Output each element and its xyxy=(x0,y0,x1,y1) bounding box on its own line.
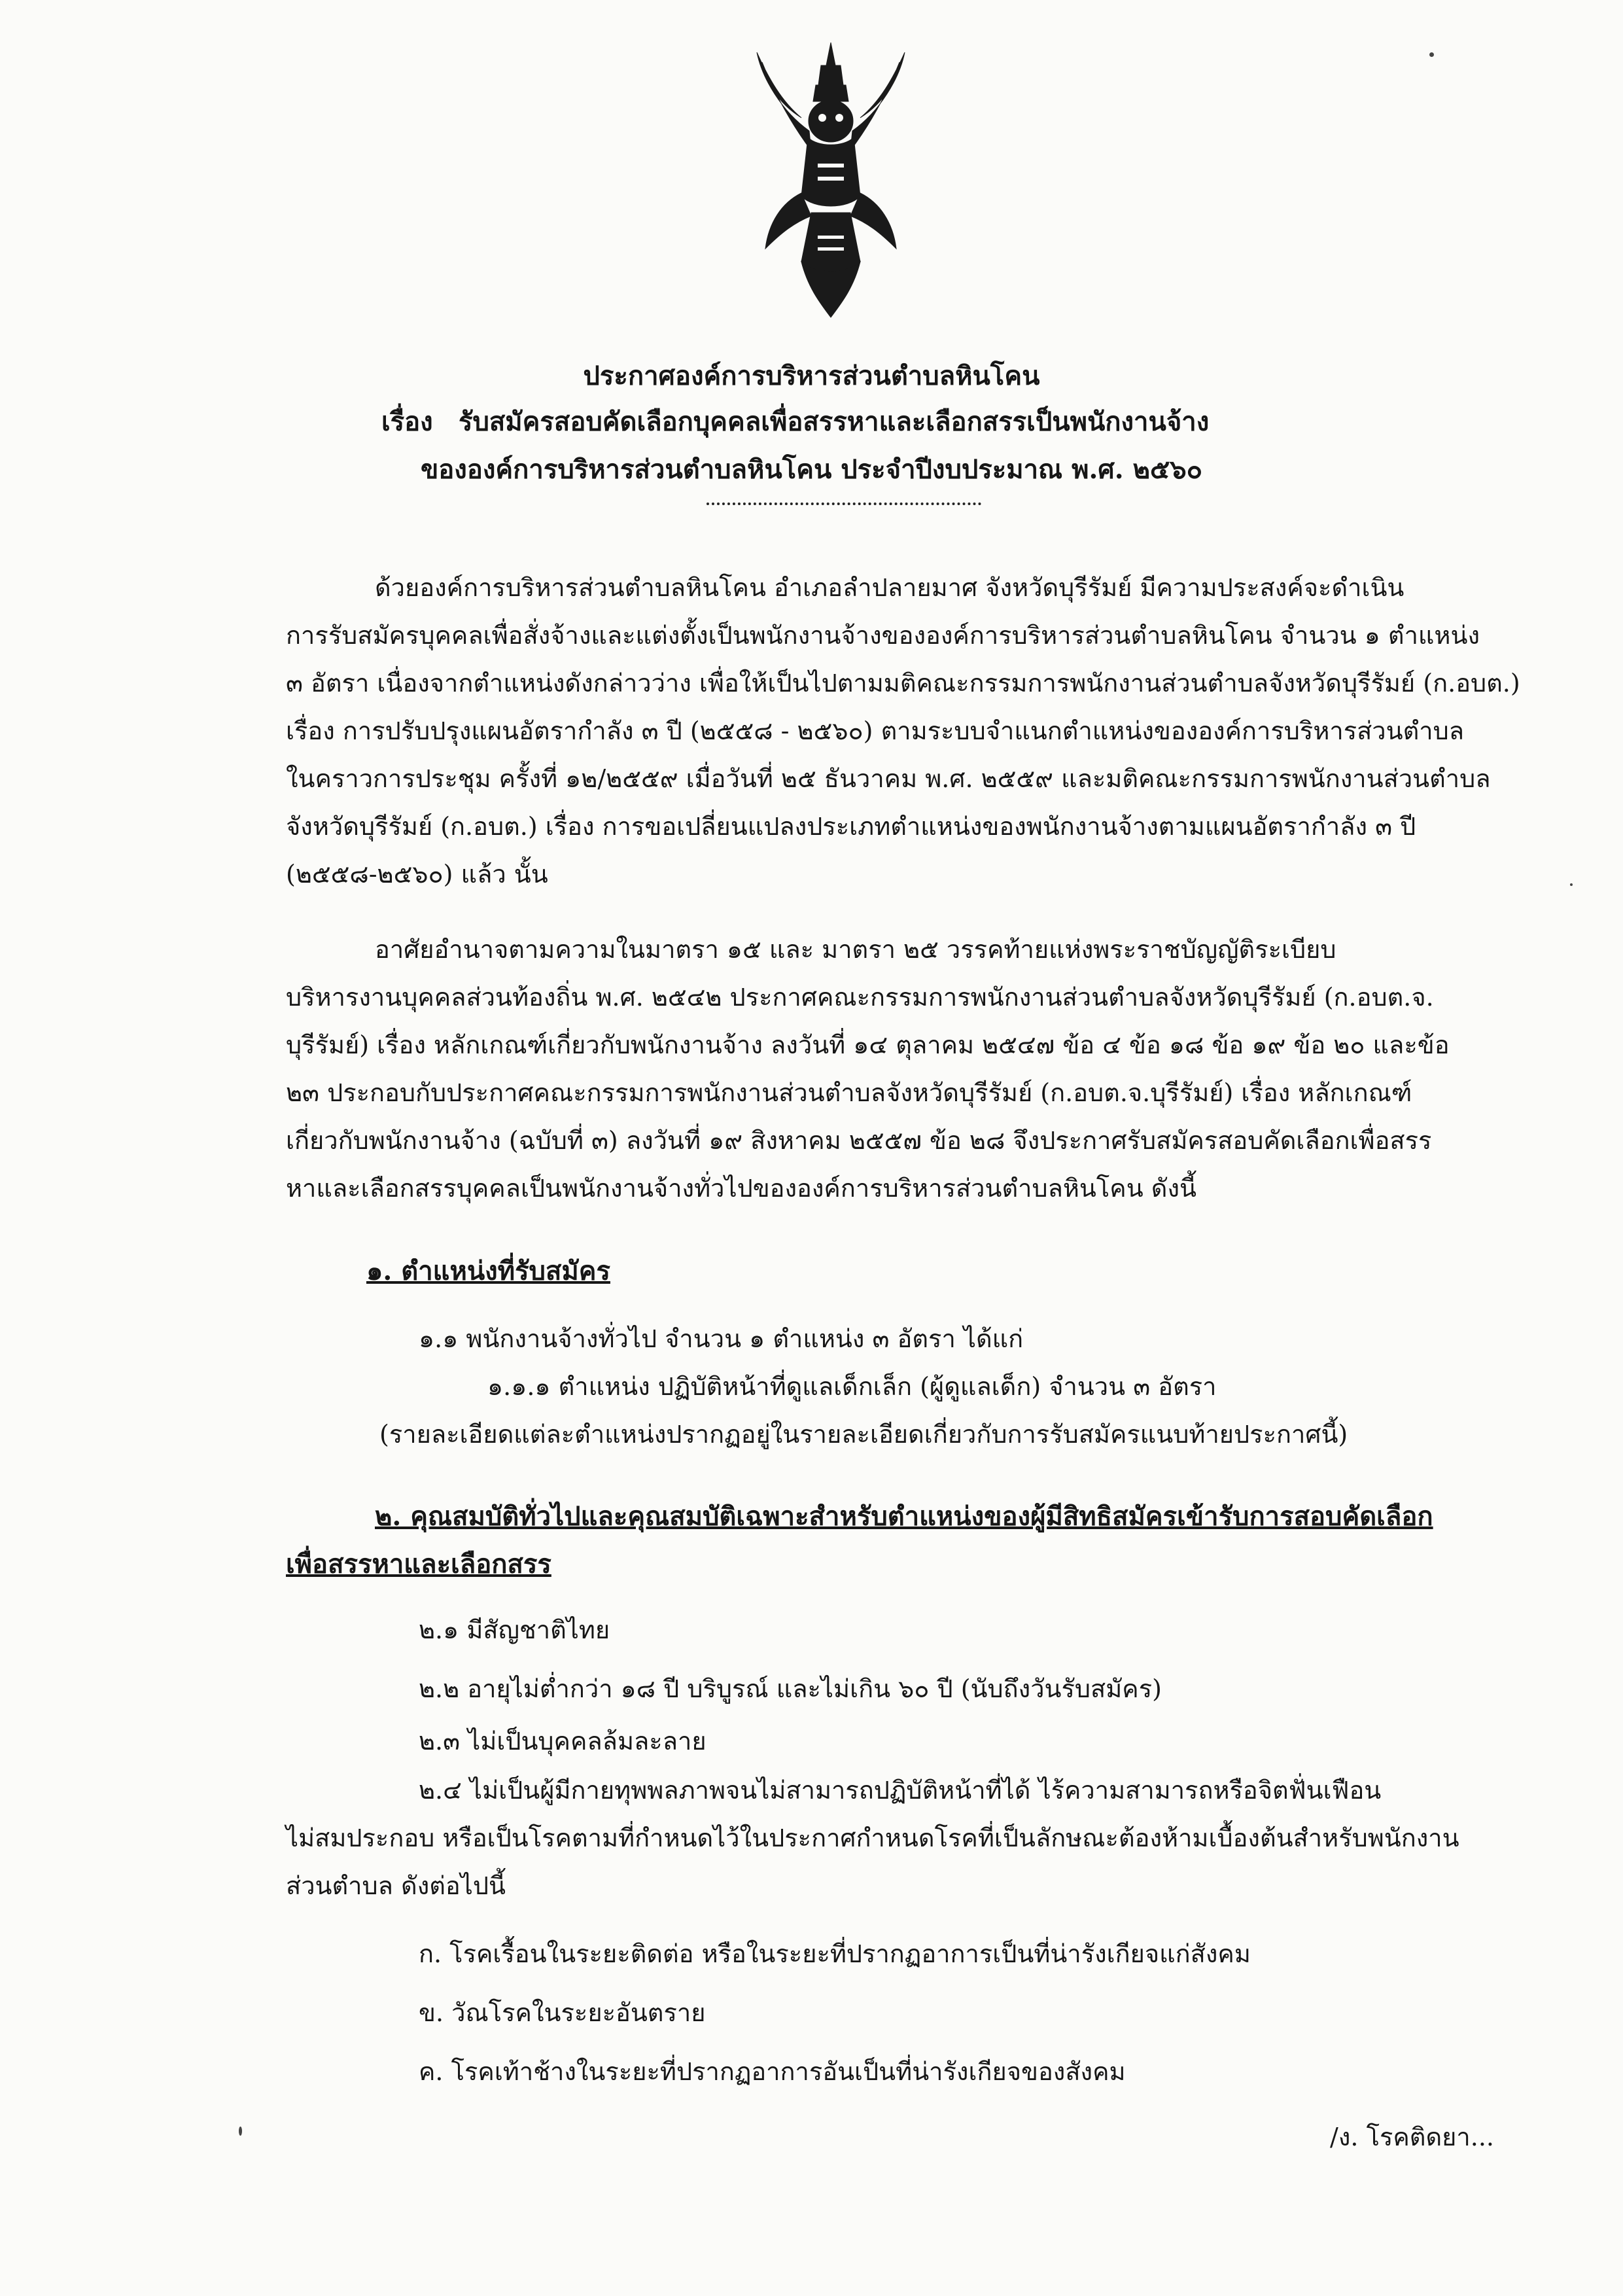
s1-note: (รายละเอียดแต่ละตำแหน่งปรากฏอยู่ในรายละเอียดเกี่ยวกับการรับสมัครแนบท้ายประกาศนี้) xyxy=(379,1420,1348,1449)
para1-line7: (๒๕๕๘-๒๕๖๐) แล้ว นั้น xyxy=(286,860,548,889)
section2-heading-line1: ๒. คุณสมบัติทั่วไปและคุณสมบัติเฉพาะสำหรับตำแหน่งของผู้มีสิทธิสมัครเข้ารับการสอบคัดเลือก xyxy=(375,1501,1433,1532)
subject-text: รับสมัครสอบคัดเลือกบุคคลเพื่อสรรหาและเลือกสรรเป็นพนักงานจ้าง xyxy=(459,406,1210,437)
para2-line3: บุรีรัมย์) เรื่อง หลักเกณฑ์เกี่ยวกับพนักงานจ้าง ลงวันที่ ๑๔ ตุลาคม ๒๕๔๗ ข้อ ๔ ข้อ ๑๘ ข้อ ๑๙ ข้อ ๒๐ และข้อ xyxy=(286,1031,1450,1059)
section1-heading: ๑. ตำแหน่งที่รับสมัคร xyxy=(366,1256,610,1286)
para1-line6: จังหวัดบุรีรัมย์ (ก.อบต.) เรื่อง การขอเปลี่ยนแปลงประเภทตำแหน่งของพนักงานจ้างตามแผนอัตรากำลัง ๓ ปี xyxy=(286,812,1416,841)
s2-1: ๒.๑ มีสัญชาติไทย xyxy=(419,1616,610,1644)
s1-1-1: ๑.๑.๑ ตำแหน่ง ปฏิบัติหน้าที่ดูแลเด็กเล็ก (ผู้ดูแลเด็ก) จำนวน ๓ อัตรา xyxy=(487,1372,1217,1401)
para1-line5: ในคราวการประชุม ครั้งที่ ๑๒/๒๕๕๙ เมื่อวันที่ ๒๕ ธันวาคม พ.ศ. ๒๕๕๙ และมติคณะกรรมการพนักงานส่วนตำบล xyxy=(286,764,1491,793)
disease-a: ก. โรคเรื้อนในระยะติดต่อ หรือในระยะที่ปรากฏอาการเป็นที่น่ารังเกียจแก่สังคม xyxy=(419,1939,1251,1968)
announcement-title: ประกาศองค์การบริหารส่วนตำบลหินโคน xyxy=(583,361,1040,391)
para1-line2: การรับสมัครบุคคลเพื่อสั่งจ้างและแต่งตั้งเป็นพนักงานจ้างขององค์การบริหารส่วนตำบลหินโคน จำนวน ๑ ตำแหน่ง xyxy=(286,621,1480,650)
s2-4-line1: ๒.๔ ไม่เป็นผู้มีกายทุพพลภาพจนไม่สามารถปฏิบัติหน้าที่ได้ ไร้ความสามารถหรือจิตฟั่นเฟือน xyxy=(419,1776,1382,1805)
para2-line1: อาศัยอำนาจตามความในมาตรา ๑๕ และ มาตรา ๒๕ วรรคท้ายแห่งพระราชบัญญัติระเบียบ xyxy=(375,935,1336,964)
para2-line2: บริหารงานบุคคลส่วนท้องถิ่น พ.ศ. ๒๕๔๒ ประกาศคณะกรรมการพนักงานส่วนตำบลจังหวัดบุรีรัมย์ (ก.อบต.จ. xyxy=(286,983,1434,1012)
subject-line xyxy=(381,400,1209,442)
para1-line3: ๓ อัตรา เนื่องจากตำแหน่งดังกล่าวว่าง เพื่อให้เป็นไปตามมติคณะกรรมการพนักงานส่วนตำบลจังหวัดบุรีรัมย์ (ก.อบต.) xyxy=(286,669,1520,698)
continuation-marker: /ง. โรคติดยา... xyxy=(1330,2123,1494,2151)
garuda-emblem xyxy=(756,39,906,321)
title-divider xyxy=(707,503,981,505)
s2-4-line3: ส่วนตำบล ดังต่อไปนี้ xyxy=(286,1871,506,1900)
s1-1: ๑.๑ พนักงานจ้างทั่วไป จำนวน ๑ ตำแหน่ง ๓ อัตรา ได้แก่ xyxy=(419,1324,1024,1353)
para2-line4: ๒๓ ประกอบกับประกาศคณะกรรมการพนักงานส่วนตำบลจังหวัดบุรีรัมย์ (ก.อบต.จ.บุรีรัมย์) เรื่อง หลักเกณฑ์ xyxy=(286,1078,1412,1107)
disease-c: ค. โรคเท้าช้างในระยะที่ปรากฏอาการอันเป็นที่น่ารังเกียจของสังคม xyxy=(419,2057,1126,2086)
scan-speck xyxy=(239,2127,242,2136)
scan-speck xyxy=(1429,52,1434,57)
para2-line6: หาและเลือกสรรบุคคลเป็นพนักงานจ้างทั่วไปขององค์การบริหารส่วนตำบลหินโคน ดังนี้ xyxy=(286,1174,1196,1203)
subject-label: เรื่อง xyxy=(381,406,433,437)
scan-speck xyxy=(1570,883,1573,886)
disease-b: ข. วัณโรคในระยะอันตราย xyxy=(419,1998,706,2027)
para1-line1: ด้วยองค์การบริหารส่วนตำบลหินโคน อำเภอลำปลายมาศ จังหวัดบุรีรัมย์ มีความประสงค์จะดำเนิน xyxy=(375,573,1405,602)
para1-line4: เรื่อง การปรับปรุงแผนอัตรากำลัง ๓ ปี (๒๕๕๘ - ๒๕๖๐) ตามระบบจำแนกตำแหน่งขององค์การบริหารส่วนตำบล xyxy=(286,716,1465,745)
s2-3: ๒.๓ ไม่เป็นบุคคลล้มละลาย xyxy=(419,1727,707,1756)
para2-line5: เกี่ยวกับพนักงานจ้าง (ฉบับที่ ๓) ลงวันที่ ๑๙ สิงหาคม ๒๕๕๗ ข้อ ๒๘ จึงประกาศรับสมัครสอบคัดเลือกเพื่อสรร xyxy=(286,1126,1432,1155)
s2-4-line2: ไม่สมประกอบ หรือเป็นโรคตามที่กำหนดไว้ในประกาศกำหนดโรคที่เป็นลักษณะต้องห้ามเบื้องต้นสำหรับพนักงาน xyxy=(286,1824,1459,1852)
section2-heading-line2: เพื่อสรรหาและเลือกสรร xyxy=(286,1549,551,1580)
s2-2: ๒.๒ อายุไม่ต่ำกว่า ๑๘ ปี บริบูรณ์ และไม่เกิน ๖๐ ปี (นับถึงวันรับสมัคร) xyxy=(419,1674,1162,1703)
announcement-title-line3: ขององค์การบริหารส่วนตำบลหินโคน ประจำปีงบประมาณ พ.ศ. ๒๕๖๐ xyxy=(420,454,1203,485)
